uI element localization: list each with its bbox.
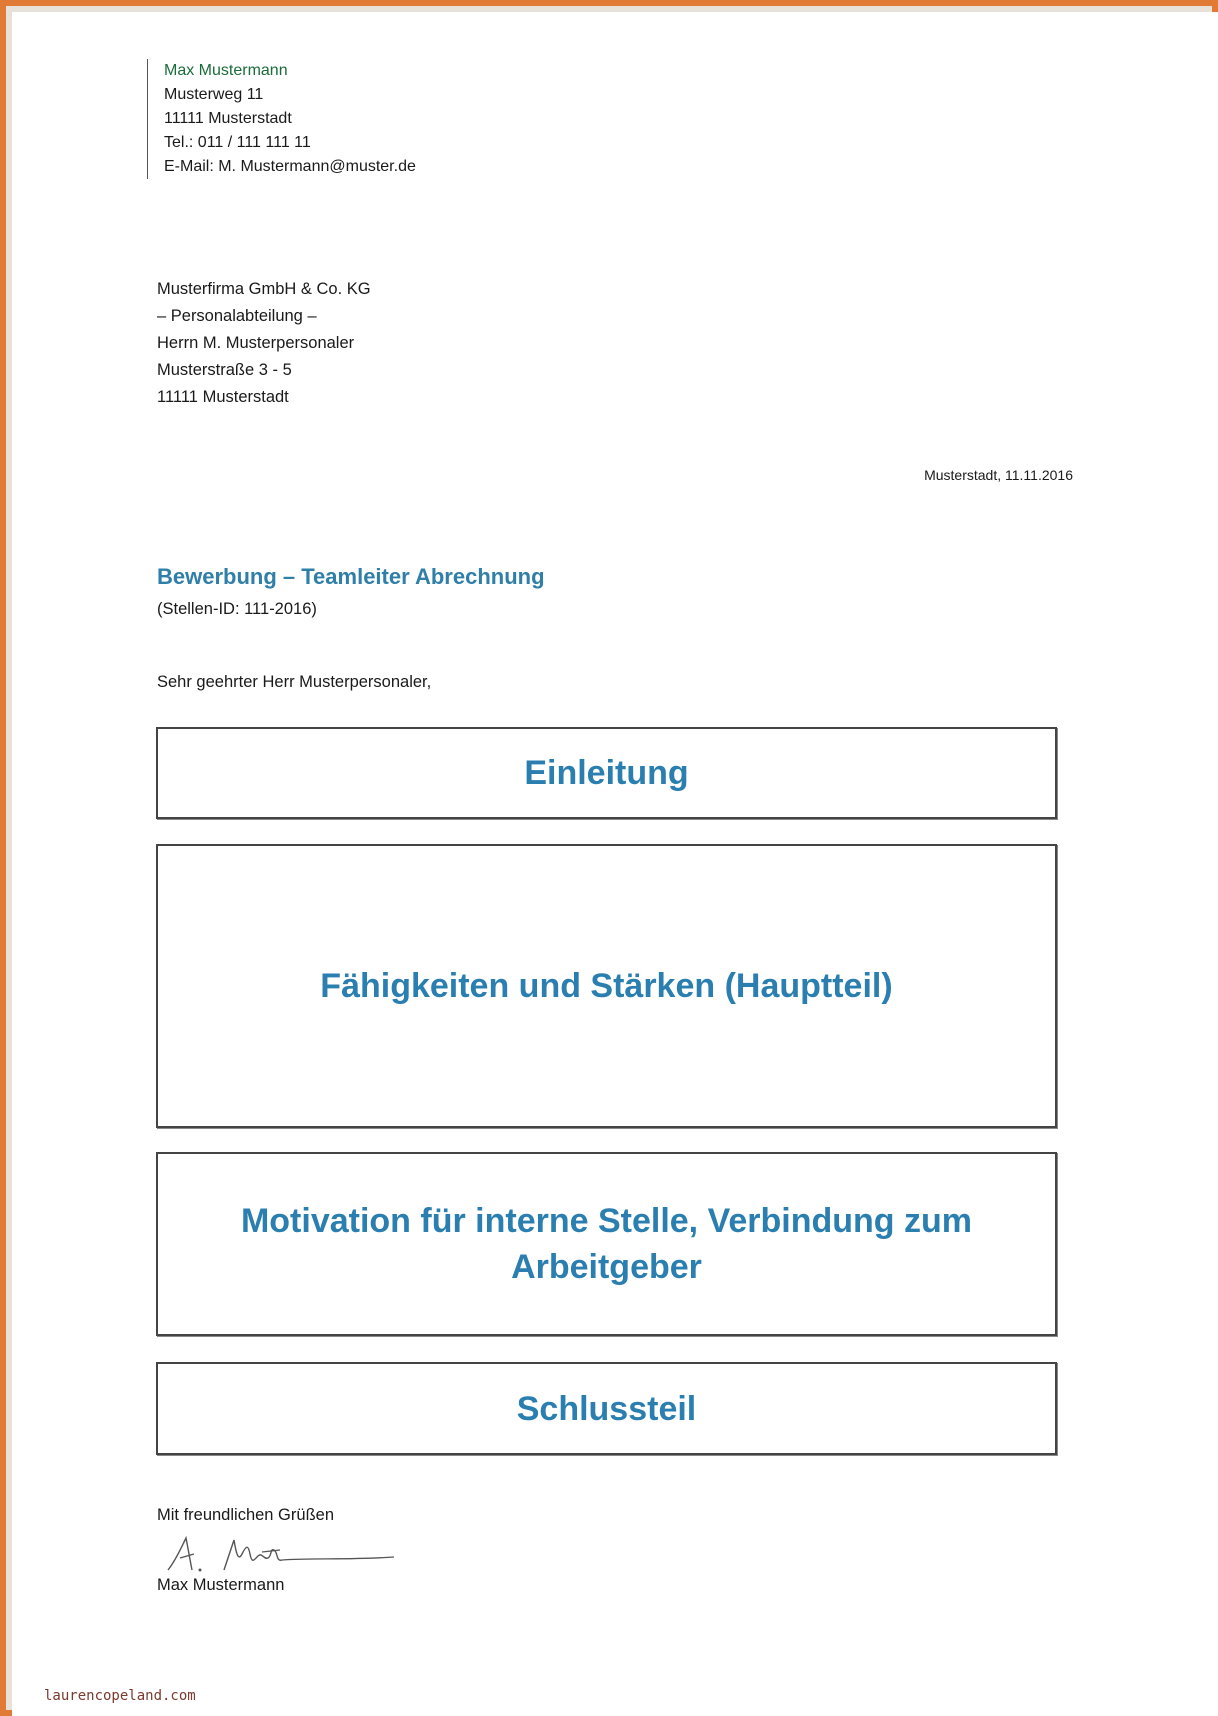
signer-name: Max Mustermann (157, 1576, 285, 1594)
sender-name: Max Mustermann (164, 62, 288, 79)
section-label-introduction: Einleitung (524, 754, 689, 792)
letter-subject: Bewerbung – Teamleiter Abrechnung (157, 564, 545, 589)
source-watermark: laurencopeland.com (44, 1688, 196, 1704)
letter-page (12, 12, 1218, 1716)
section-label-main-part: Fähigkeiten und Stärken (Hauptteil) (320, 967, 893, 1005)
section-box-motivation (156, 1152, 1057, 1336)
recipient-city: 11111 Musterstadt (157, 388, 289, 406)
recipient-contact: Herrn M. Musterpersonaler (157, 334, 355, 352)
letter-date: Musterstadt, 11.11.2016 (924, 467, 1073, 483)
handwritten-signature (162, 1530, 402, 1578)
section-label-conclusion: Schlussteil (516, 1389, 697, 1428)
sender-city: 11111 Musterstadt (164, 110, 292, 127)
section-box-introduction (156, 727, 1057, 819)
sender-phone: Tel.: 011 / 111 111 11 (164, 134, 311, 151)
section-label-motivation: Motivation für interne Stelle, Verbindung zum Arbeitgeber (240, 1202, 973, 1286)
salutation: Sehr geehrter Herr Musterpersonaler, (157, 673, 432, 691)
recipient-street: Musterstraße 3 - 5 (157, 361, 292, 379)
recipient-company: Musterfirma GmbH & Co. KG (157, 280, 371, 298)
section-box-main-part (156, 844, 1057, 1128)
recipient-address-block (157, 276, 371, 411)
closing-phrase: Mit freundlichen Grüßen (157, 1506, 334, 1524)
recipient-department: – Personalabteilung – (157, 307, 317, 325)
sender-email: E-Mail: M. Mustermann@muster.de (164, 158, 416, 175)
job-reference-id: (Stellen-ID: 111-2016) (157, 600, 317, 618)
sender-address-block (147, 59, 416, 179)
sender-street: Musterweg 11 (164, 86, 264, 103)
section-box-conclusion (156, 1362, 1057, 1455)
